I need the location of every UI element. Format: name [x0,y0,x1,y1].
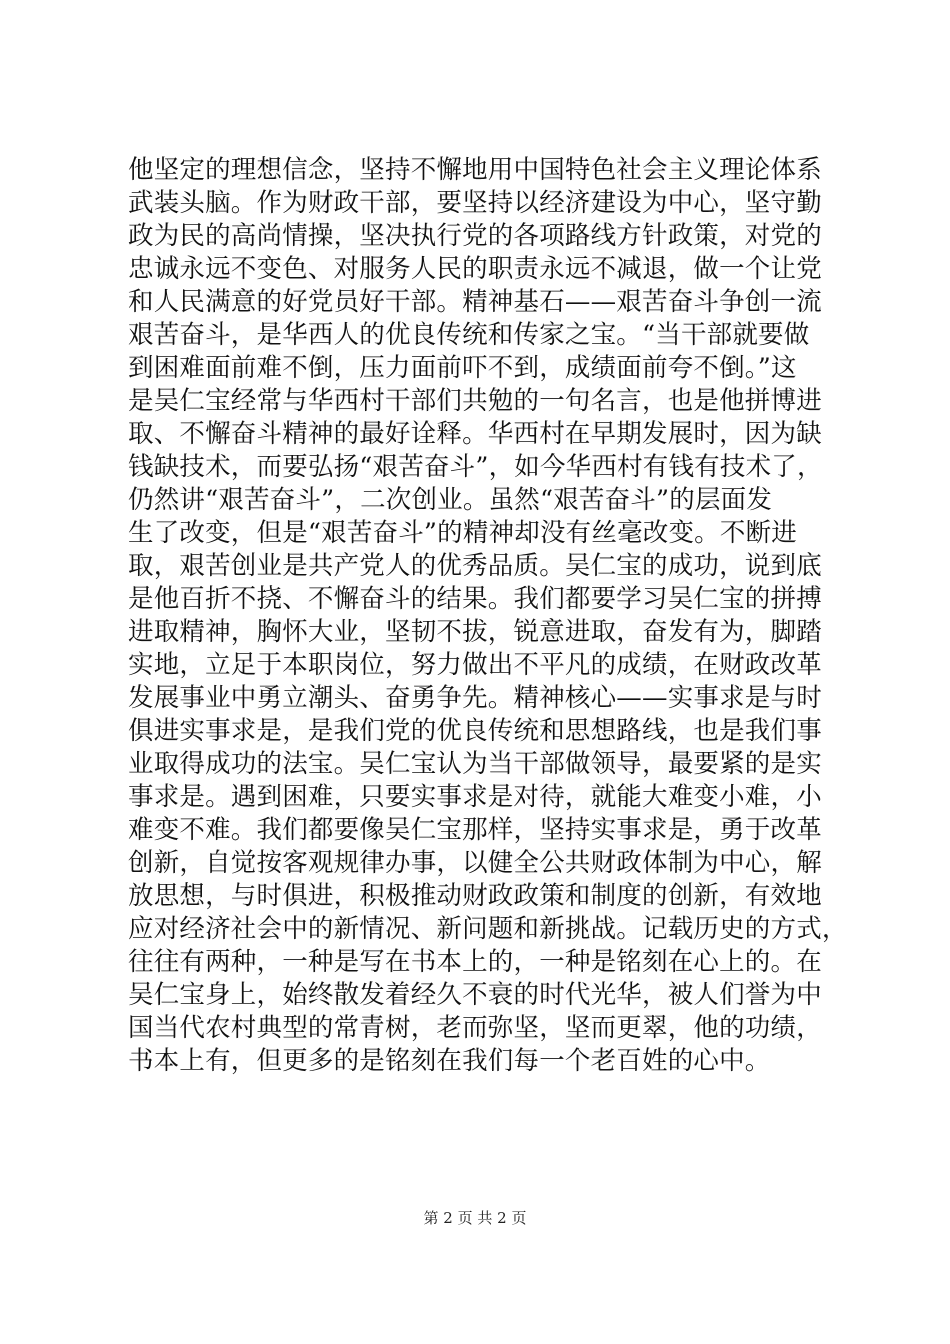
text-line: 钱缺技术，而要弘扬“艰苦奋斗”，如今华西村有钱有技术了， [128,452,823,482]
text-line: 取、不懈奋斗精神的最好诠释。华西村在早期发展时，因为缺 [128,419,822,449]
text-line: 艰苦奋斗，是华西人的优良传统和传家之宝。“当干部就要做 [128,320,810,350]
text-line: 政为民的高尚情操，坚决执行党的各项路线方针政策，对党的 [128,221,822,251]
text-line: 武装头脑。作为财政干部，要坚持以经济建设为中心，坚守勤 [128,188,822,218]
text-line: 到困难面前难不倒，压力面前吓不到，成绩面前夸不倒。”这 [128,353,797,383]
text-line: 难变不难。我们都要像吴仁宝那样，坚持实事求是，勇于改革 [128,815,822,845]
text-line: 国当代农村典型的常青树，老而弥坚，坚而更翠，他的功绩， [128,1013,822,1043]
page-number-footer: 第 2 页 共 2 页 [423,1209,527,1227]
text-line: 生了改变，但是“艰苦奋斗”的精神却没有丝毫改变。不断进 [128,518,797,548]
text-line: 创新，自觉按客观规律办事，以健全公共财政体制为中心，解 [128,848,822,878]
text-line: 取，艰苦创业是共产党人的优秀品质。吴仁宝的成功，说到底 [128,551,822,581]
text-line: 和人民满意的好党员好干部。精神基石——艰苦奋斗争创一流 [128,287,822,317]
text-line: 仍然讲“艰苦奋斗”，二次创业。虽然“艰苦奋斗”的层面发 [128,485,773,515]
text-line: 他坚定的理想信念，坚持不懈地用中国特色社会主义理论体系 [128,155,822,185]
text-line: 往往有两种，一种是写在书本上的，一种是铭刻在心上的。在 [128,947,822,977]
text-line: 实地，立足于本职岗位，努力做出不平凡的成绩，在财政改革 [128,650,822,680]
text-line: 书本上有，但更多的是铭刻在我们每一个老百姓的心中。 [128,1046,771,1076]
text-line: 应对经济社会中的新情况、新问题和新挑战。记载历史的方式， [128,914,848,944]
text-line: 发展事业中勇立潮头、奋勇争先。精神核心——实事求是与时 [128,683,822,713]
text-line: 事求是。遇到困难，只要实事求是对待，就能大难变小难，小 [128,782,822,812]
text-line: 放思想，与时俱进，积极推动财政政策和制度的创新，有效地 [128,881,822,911]
body-paragraph [128,154,858,1078]
text-line: 吴仁宝身上，始终散发着经久不衰的时代光华，被人们誉为中 [128,980,822,1010]
text-line: 业取得成功的法宝。吴仁宝认为当干部做领导，最要紧的是实 [128,749,822,779]
text-line: 忠诚永远不变色、对服务人民的职责永远不减退，做一个让党 [128,254,822,284]
text-line: 是吴仁宝经常与华西村干部们共勉的一句名言，也是他拼博进 [128,386,822,416]
text-line: 是他百折不挠、不懈奋斗的结果。我们都要学习吴仁宝的拼搏 [128,584,822,614]
text-line: 俱进实事求是，是我们党的优良传统和思想路线，也是我们事 [128,716,822,746]
text-line: 进取精神，胸怀大业，坚韧不拔，锐意进取，奋发有为，脚踏 [128,617,822,647]
